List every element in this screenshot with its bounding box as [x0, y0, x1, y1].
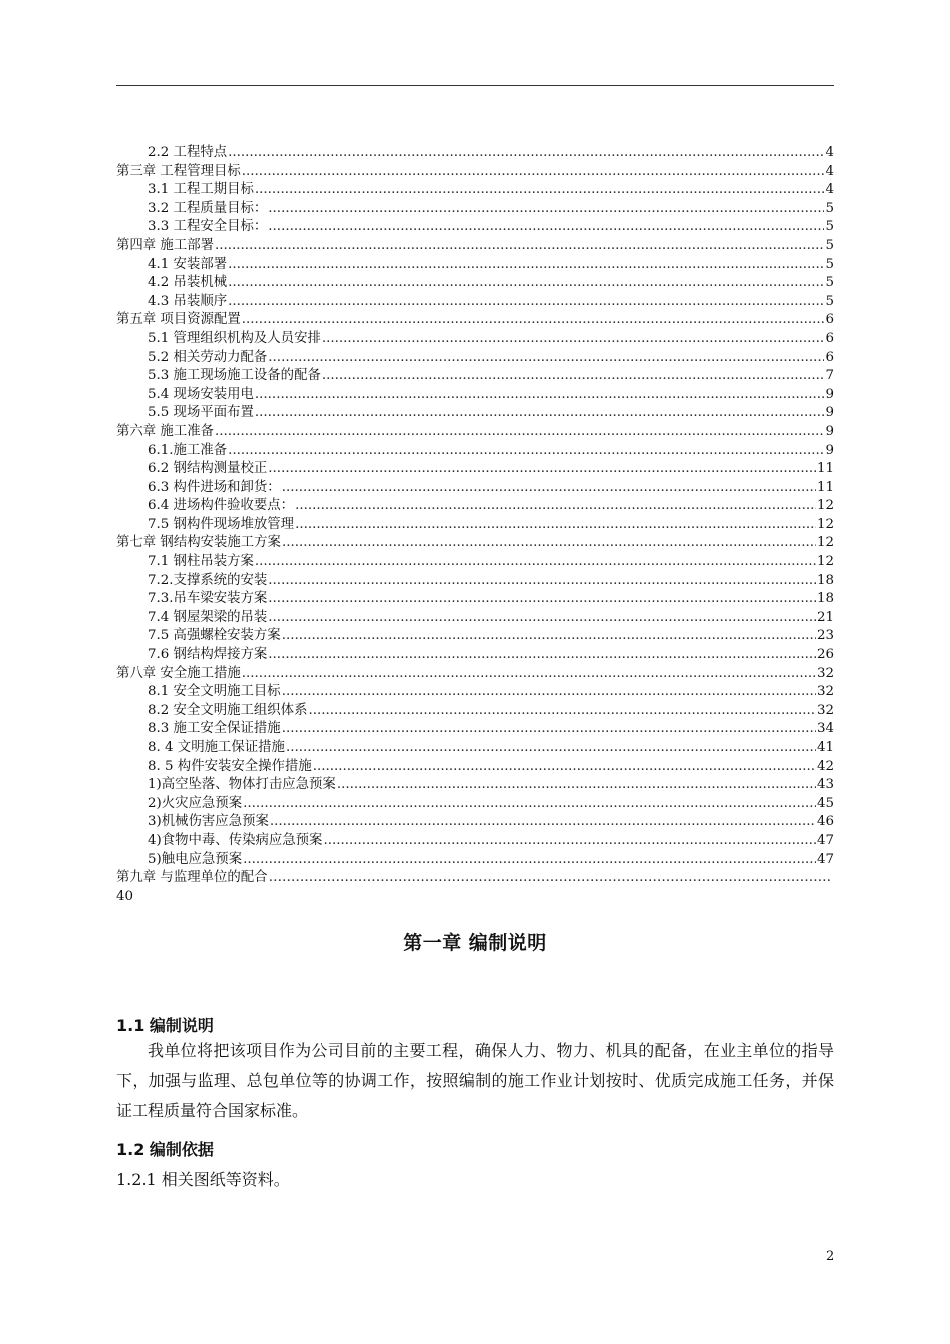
- toc-entry-page: 4: [825, 182, 834, 198]
- toc-entry-title: 8.2 安全文明施工组织体系: [148, 702, 308, 718]
- toc-leader-dots: [323, 832, 816, 851]
- toc-entry[interactable]: [116, 609, 834, 628]
- toc-entry[interactable]: [116, 869, 834, 888]
- toc-leader-dots: [308, 702, 815, 721]
- toc-entry[interactable]: [116, 293, 834, 312]
- toc-entry-title: 第九章 与监理单位的配合: [116, 870, 268, 886]
- toc-leader-dots: [269, 869, 833, 888]
- toc-entry[interactable]: [116, 442, 834, 461]
- toc-entry-title: 5.1 管理组织机构及人员安排: [148, 330, 321, 346]
- toc-entry[interactable]: [116, 534, 834, 553]
- toc-entry-page: 42: [816, 758, 834, 774]
- toc-entry-page: 5: [825, 256, 834, 272]
- section-1-1-paragraph: 我单位将把该项目作为公司目前的主要工程，确保人力、物力、机具的配备，在业主单位的指导下，加强与监理、总包单位等的协调工作，按照编制的施工作业计划按时、优质完成施工任务，并保证工程质量符合国家标准。: [116, 1041, 834, 1120]
- toc-entry[interactable]: [116, 739, 834, 758]
- toc-entry[interactable]: [116, 720, 834, 739]
- toc-leader-dots: [268, 590, 816, 609]
- toc-entry-title: 7.1 钢柱吊装方案: [148, 554, 254, 570]
- toc-entry-title: 第五章 项目资源配置: [116, 312, 241, 328]
- toc-entry[interactable]: [116, 274, 834, 293]
- toc-leader-dots: [228, 293, 824, 312]
- toc-entry[interactable]: [116, 497, 834, 516]
- toc-leader-dots: [228, 256, 824, 275]
- toc-entry-title: 7.4 钢屋架梁的吊装: [148, 609, 268, 625]
- toc-leader-dots: [322, 330, 825, 349]
- toc-entry-page: 23: [816, 628, 834, 644]
- toc-leader-dots: [268, 349, 824, 368]
- toc-entry[interactable]: [116, 163, 834, 182]
- toc-entry-title: 3.3 工程安全目标：: [148, 219, 268, 235]
- toc-entry[interactable]: [116, 813, 834, 832]
- toc-entry[interactable]: [116, 553, 834, 572]
- toc-entry-page: 46: [816, 814, 834, 830]
- toc-entry-title: 7.6 钢结构焊接方案: [148, 647, 268, 663]
- section-heading-1-1: 1.1 编制说明: [116, 1016, 214, 1035]
- toc-entry[interactable]: [116, 237, 834, 256]
- toc-entry-page: 6: [825, 349, 834, 365]
- toc-leader-dots: [268, 609, 816, 628]
- toc-leader-dots: [322, 367, 825, 386]
- toc-entry[interactable]: [116, 702, 834, 721]
- toc-leader-dots: [255, 404, 825, 423]
- toc-leader-dots: [215, 237, 824, 256]
- toc-entry[interactable]: [116, 349, 834, 368]
- toc-entry-page: 5: [825, 219, 834, 235]
- toc-entry-title: 5.5 现场平面布置: [148, 405, 254, 421]
- toc-entry[interactable]: [116, 460, 834, 479]
- toc-leader-dots: [242, 163, 825, 182]
- section-1-2-1-item: 1.2.1 相关图纸等资料。: [116, 1170, 290, 1189]
- toc-entry-title: 2)火灾应急预案: [148, 795, 243, 811]
- toc-entry[interactable]: [116, 627, 834, 646]
- toc-entry[interactable]: [116, 832, 834, 851]
- toc-entry[interactable]: [116, 256, 834, 275]
- toc-leader-dots: [242, 665, 816, 684]
- toc-entry[interactable]: [116, 200, 834, 219]
- toc-entry[interactable]: [116, 776, 834, 795]
- toc-entry-title: 5.3 施工现场施工设备的配备: [148, 368, 321, 384]
- toc-entry-page: 21: [816, 609, 834, 625]
- toc-leader-dots: [282, 683, 816, 702]
- toc-leader-dots: [215, 423, 824, 442]
- toc-entry[interactable]: [116, 404, 834, 423]
- page-number: 2: [826, 1249, 835, 1264]
- toc-leader-dots: [295, 497, 816, 516]
- toc-entry-page: 47: [816, 832, 834, 848]
- toc-entry[interactable]: [116, 572, 834, 591]
- toc-entry-page: 5: [825, 237, 834, 253]
- toc-entry[interactable]: [116, 218, 834, 237]
- toc-entry[interactable]: [116, 367, 834, 386]
- toc-entry-title: 第八章 安全施工措施: [116, 665, 241, 681]
- toc-entry[interactable]: [116, 851, 834, 870]
- toc-entry-page: 9: [825, 423, 834, 439]
- toc-entry-title: 4)食物中毒、传染病应急预案: [148, 832, 323, 848]
- toc-leader-dots: [286, 739, 816, 758]
- toc-entry-page: 9: [825, 386, 834, 402]
- toc-entry-page: 6: [825, 312, 834, 328]
- toc-entry[interactable]: [116, 665, 834, 684]
- toc-entry-title: 3.1 工程工期目标: [148, 182, 254, 198]
- table-of-contents: [116, 144, 834, 906]
- toc-entry-title: 5)触电应急预案: [148, 851, 243, 867]
- toc-entry-page: 32: [816, 684, 834, 700]
- toc-entry-page: 12: [816, 554, 834, 570]
- toc-entry[interactable]: [116, 423, 834, 442]
- toc-leader-dots: [268, 460, 816, 479]
- section-heading-1-2: 1.2 编制依据: [116, 1140, 214, 1159]
- toc-entry-page: 32: [816, 665, 834, 681]
- toc-entry-title: 第七章 钢结构安装施工方案: [116, 535, 281, 551]
- chapter-title: 第一章 编制说明: [403, 932, 547, 954]
- toc-entry[interactable]: [116, 516, 834, 535]
- toc-entry-page: 18: [816, 591, 834, 607]
- toc-entry-title: 2.2 工程特点: [148, 145, 228, 160]
- header-rule: [116, 85, 834, 86]
- toc-entry[interactable]: [116, 646, 834, 665]
- toc-leader-dots: [242, 311, 825, 330]
- toc-leader-dots: [228, 274, 824, 293]
- toc-entry[interactable]: [116, 683, 834, 702]
- toc-entry-title: 第四章 施工部署: [116, 237, 214, 253]
- toc-leader-dots: [295, 516, 816, 535]
- toc-entry-title: 4.3 吊装顺序: [148, 293, 228, 309]
- toc-entry-page: 12: [816, 535, 834, 551]
- toc-leader-dots: [282, 720, 816, 739]
- toc-entry-page: 6: [825, 330, 834, 346]
- toc-entry-page: 5: [825, 200, 834, 216]
- toc-entry-page: 18: [816, 572, 834, 588]
- toc-entry-title: 8. 4 文明施工保证措施: [148, 740, 285, 755]
- toc-leader-dots: [282, 534, 816, 553]
- toc-leader-dots: [282, 479, 816, 498]
- toc-entry-title: 8.1 安全文明施工目标: [148, 684, 281, 700]
- toc-entry-page: 47: [816, 851, 834, 867]
- toc-entry-title: 7.5 高强螺栓安装方案: [148, 628, 281, 644]
- toc-entry[interactable]: [116, 330, 834, 349]
- toc-leader-dots: [228, 144, 824, 163]
- toc-leader-dots: [282, 627, 816, 646]
- toc-entry-page: 12: [816, 498, 834, 514]
- toc-entry-page: 43: [816, 777, 834, 793]
- toc-leader-dots: [243, 851, 816, 870]
- toc-entry-title: 5.2 相关劳动力配备: [148, 349, 268, 365]
- toc-entry-page: 5: [825, 293, 834, 309]
- toc-entry-title: 7.2.支撑系统的安装: [148, 572, 268, 588]
- toc-entry-title: 1)高空坠落、物体打击应急预案: [148, 777, 336, 793]
- toc-leader-dots: [268, 218, 824, 237]
- toc-leader-dots: [255, 553, 816, 572]
- toc-entry-title: 7.3.吊车梁安装方案: [148, 591, 268, 607]
- toc-entry-page: 12: [816, 516, 834, 532]
- toc-entry[interactable]: [116, 386, 834, 405]
- toc-entry[interactable]: [116, 758, 834, 777]
- toc-entry-title: 6.4 进场构件验收要点：: [148, 498, 295, 514]
- toc-entry-page: 11: [816, 479, 834, 495]
- toc-entry-page: 5: [825, 275, 834, 291]
- toc-entry-page: 34: [816, 721, 834, 737]
- toc-entry-page: 40: [116, 888, 134, 904]
- toc-entry[interactable]: [116, 311, 834, 330]
- toc-leader-dots: [313, 758, 816, 777]
- toc-entry-title: 3.2 工程质量目标：: [148, 200, 268, 216]
- toc-entry-title: 第三章 工程管理目标: [116, 163, 241, 179]
- toc-entry[interactable]: [116, 795, 834, 814]
- toc-entry-page: 32: [816, 702, 834, 718]
- toc-entry-title: 8.3 施工安全保证措施: [148, 721, 281, 737]
- toc-entry-title: 第六章 施工准备: [116, 423, 214, 439]
- toc-entry-page: 7: [825, 368, 834, 384]
- toc-leader-dots: [268, 572, 816, 591]
- toc-entry-page: 9: [825, 405, 834, 421]
- toc-entry-title: 6.3 构件进场和卸货：: [148, 479, 281, 495]
- toc-entry[interactable]: [116, 144, 834, 163]
- toc-entry-title: 3)机械伤害应急预案: [148, 814, 269, 830]
- toc-entry-title: 5.4 现场安装用电: [148, 386, 254, 402]
- toc-entry-title: 6.2 钢结构测量校正: [148, 461, 268, 477]
- toc-leader-dots: [255, 181, 825, 200]
- toc-entry-page: 41: [816, 740, 834, 755]
- toc-leader-dots: [255, 386, 825, 405]
- toc-entry[interactable]: [116, 479, 834, 498]
- toc-entry-title: 7.5 钢构件现场堆放管理: [148, 516, 295, 532]
- toc-entry-page: 4: [825, 163, 834, 179]
- toc-leader-dots: [268, 200, 824, 219]
- toc-entry-page: 11: [816, 461, 834, 477]
- toc-leader-dots: [228, 442, 824, 461]
- toc-entry-page: 26: [816, 647, 834, 663]
- toc-entry-title: 4.1 安装部署: [148, 256, 228, 272]
- toc-entry-page: 45: [816, 795, 834, 811]
- toc-leader-dots: [270, 813, 816, 832]
- toc-entry-title: 4.2 吊装机械: [148, 275, 228, 291]
- toc-entry-title: 8. 5 构件安装安全操作措施: [148, 758, 312, 774]
- toc-entry-title: 6.1.施工准备: [148, 442, 228, 458]
- toc-leader-dots: [268, 646, 816, 665]
- toc-entry-page: 9: [825, 442, 834, 458]
- toc-entry[interactable]: [116, 590, 834, 609]
- toc-leader-dots: [243, 795, 816, 814]
- toc-entry-page: 4: [825, 145, 834, 160]
- toc-leader-dots: [337, 776, 816, 795]
- toc-entry[interactable]: [116, 181, 834, 200]
